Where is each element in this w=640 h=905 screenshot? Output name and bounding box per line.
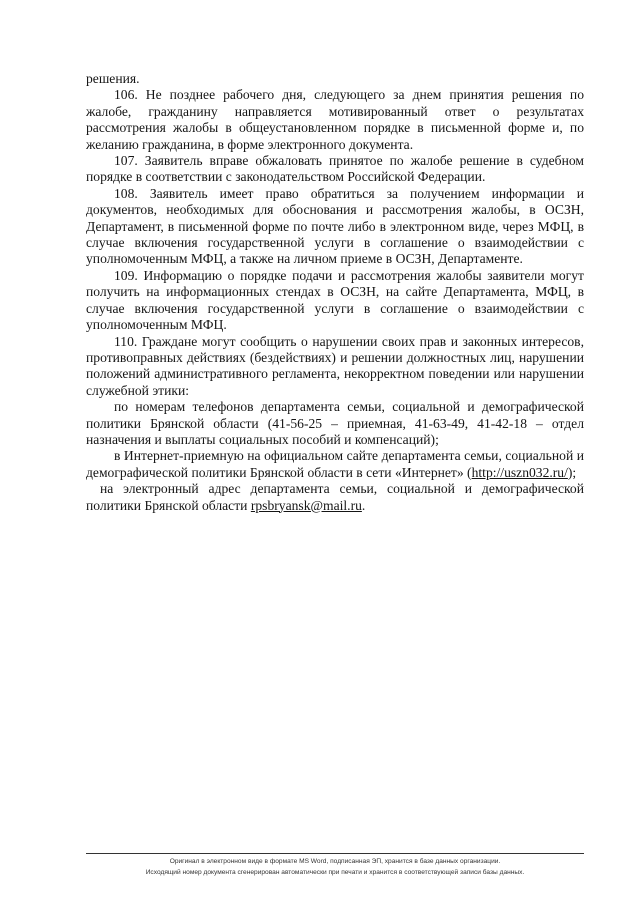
paragraph-107: 107. Заявитель вправе обжаловать принятое по жалобе решение в судебном порядке в соответствии с законодательством Российской Федерации. (86, 153, 584, 185)
list-item-internet (86, 448, 584, 481)
paragraph-continuation: решения. (86, 71, 140, 86)
list-item-email (86, 481, 584, 514)
document-body (86, 71, 584, 514)
footer (86, 856, 584, 878)
internet-text: в Интернет-приемную на официальном сайте департамента семьи, социальной и демографической политики Брянской области в сети «Интернет» ( (86, 448, 584, 480)
list-item-phones: по номерам телефонов департамента семьи, социальной и демографической политики Брянской области (41-56-25 – приемная, 41-63-49, 41-42-18 – отдел назначения и выплаты социальных пособий и компенсаций); (86, 399, 584, 447)
paragraph-110: 110. Граждане могут сообщить о нарушении своих прав и законных интересов, противоправных действиях (бездействиях) и решении должностных лиц, нарушении положений административного регламента, некорректном поведении или нарушении служебной этики: (86, 333, 584, 398)
email-link[interactable]: rpsbryansk@mail.ru (250, 497, 362, 513)
footer-divider (86, 853, 584, 854)
paragraph-108: 108. Заявитель имеет право обратиться за получением информации и документов, необходимых для обоснования и рассмотрения жалобы, в ОСЗН, Департамент, в письменной форме по почте либо в электронном виде, через МФЦ, в случае включения государственной услуги в соглашение о взаимодействии с уполномоченным МФЦ, а также на личном приеме в ОСЗН, Департаменте. (86, 185, 584, 267)
email-text: на электронный адрес департамента семьи, социальной и демографической политики Брянской области (86, 481, 584, 513)
paragraph-109: 109. Информацию о порядке подачи и рассмотрения жалобы заявители могут получить на информационных стендах в ОСЗН, на сайте Департамента, МФЦ, в случае включения государственной услуги в соглашение о взаимодействии с уполномоченным МФЦ. (86, 267, 584, 333)
email-text-end: . (361, 497, 366, 513)
internet-text-end: ); (567, 464, 577, 480)
footer-line-1: Оригинал в электронном виде в формате MS Word, подписанная ЭП, хранится в базе данных организации. (169, 858, 501, 865)
footer-line-2: Исходящий номер документа сгенерирован автоматически при печати и хранится в соответствующей записи базы данных. (145, 869, 525, 876)
paragraph-106: 106. Не позднее рабочего дня, следующего за днем принятия решения по жалобе, гражданину направляется мотивированный ответ о результатах рассмотрения жалобы в общеустановленном порядке в письменной форме и, по желанию гражданина, в форме электронного документа. (86, 87, 584, 152)
website-link[interactable]: http://uszn032.ru/ (471, 464, 568, 480)
